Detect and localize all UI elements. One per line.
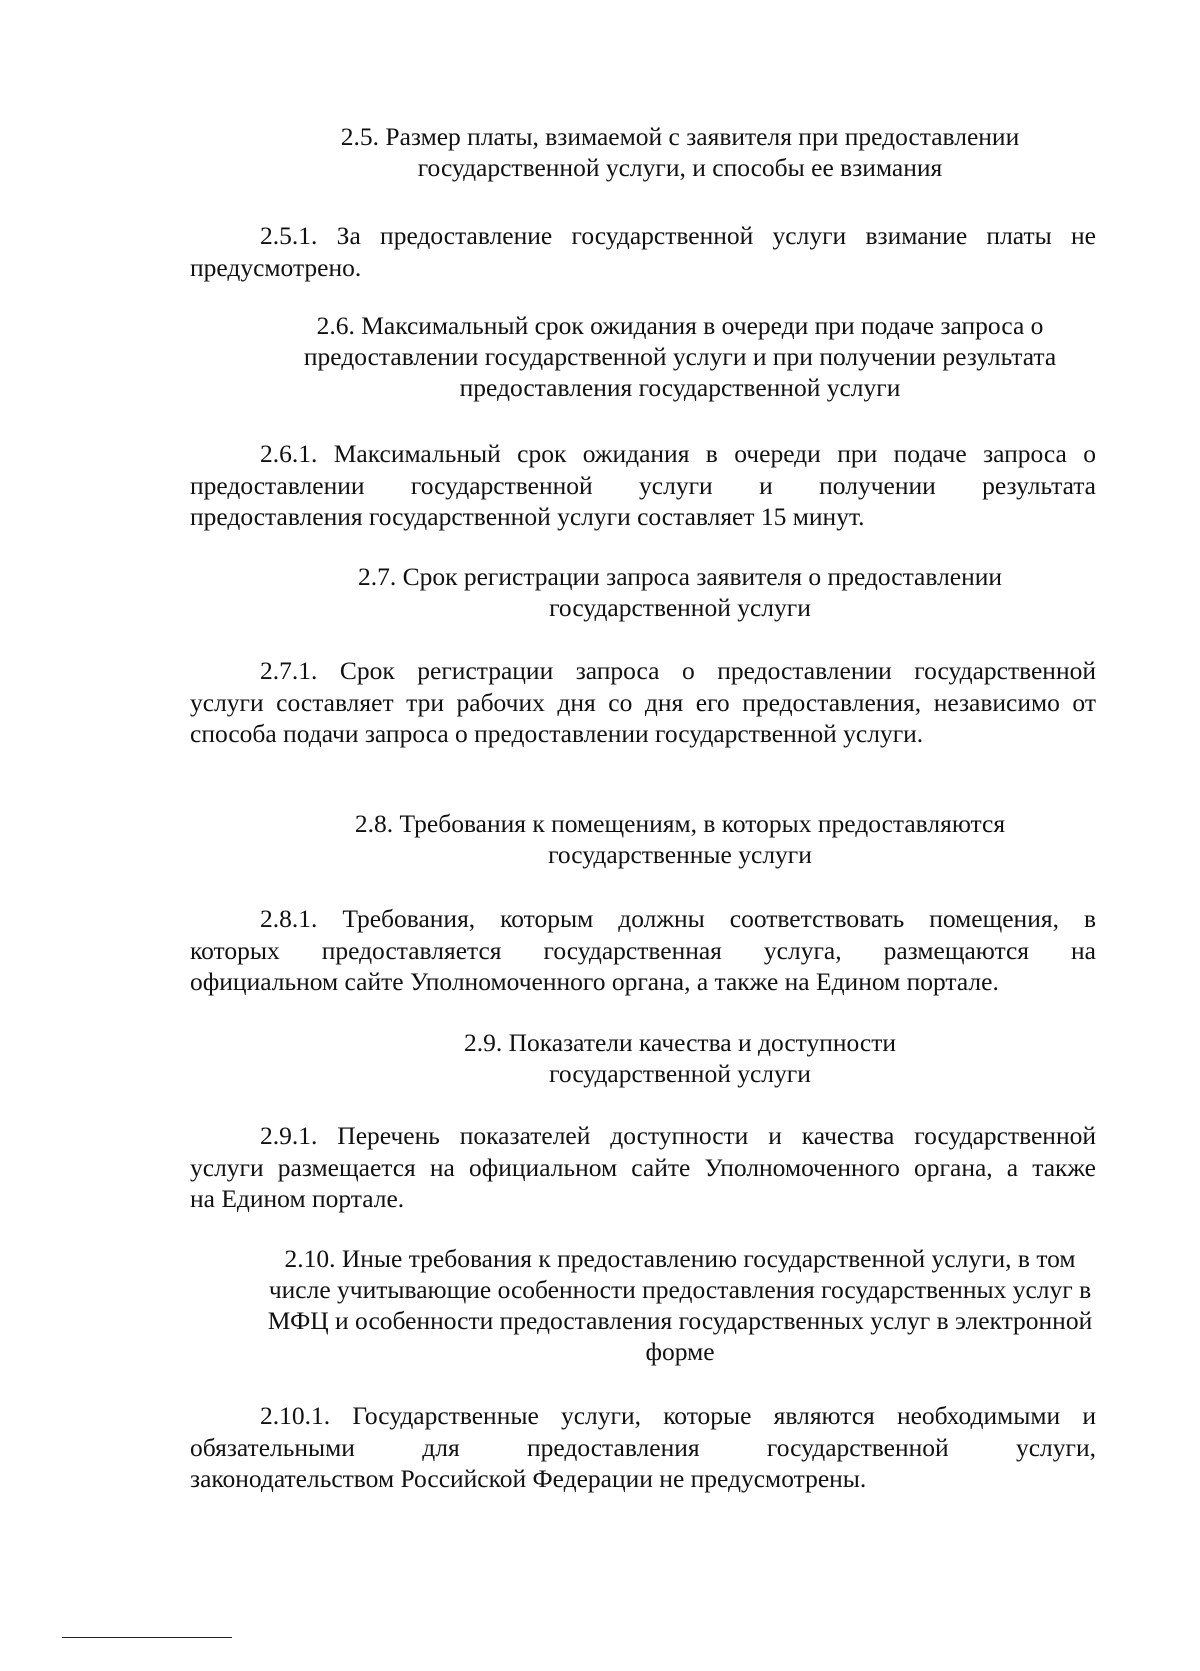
paragraph-line: услуги размещается на официальном сайте Уполномоченного органа, а также [190,1152,1096,1182]
heading-line: предоставлении государственной услуги и при получении результата [303,342,1057,371]
paragraph-line: предоставления государственной услуги составляет 15 минут. [190,502,865,531]
paragraph-line: 2.7.1. Срок регистрации запроса о предоставлении государственной [260,656,1096,685]
section-heading-2-10 [180,1243,1180,1367]
section-heading-2-6 [220,310,1140,403]
paragraph-2-9-1 [190,1120,1096,1215]
section-heading-2-5 [300,121,1060,183]
heading-line: 2.5. Размер платы, взимаемой с заявителя при предоставлении [340,122,1020,151]
paragraph-2-8-1 [190,903,1096,998]
paragraph-2-10-1 [190,1400,1096,1495]
heading-line: 2.9. Показатели качества и доступности [463,1028,897,1057]
heading-line: государственные услуги [548,840,812,869]
paragraph-2-7-1 [190,655,1096,750]
heading-line: 2.7. Срок регистрации запроса заявителя о предоставлении [357,562,1003,591]
heading-line: государственной услуги, и способы ее взимания [417,153,943,182]
heading-line: 2.6. Максимальный срок ожидания в очереди при подаче запроса о [316,311,1044,340]
paragraph-line: 2.9.1. Перечень показателей доступности и качества государственной [260,1121,1096,1150]
heading-line: форме [645,1337,715,1366]
paragraph-line: предусмотрено. [190,252,362,282]
section-heading-2-8 [270,808,1090,870]
heading-line: числе учитывающие особенности предоставления государственных услуг в [268,1275,1092,1304]
footnote-separator [62,1637,232,1638]
paragraph-line: предоставлении государственной услуги и получении результата [190,470,1096,500]
paragraph-line: 2.10.1. Государственные услуги, которые являются необходимыми и [260,1401,1096,1430]
paragraph-line: 2.8.1. Требования, которым должны соответствовать помещения, в [260,904,1096,933]
heading-line: МФЦ и особенности предоставления государственных услуг в электронной [267,1306,1093,1335]
paragraph-line: 2.6.1. Максимальный срок ожидания в очереди при подаче запроса о [260,439,1096,468]
paragraph-line: которых предоставляется государственная услуга, размещаются на [190,935,1096,965]
heading-line: государственной услуги [549,593,811,622]
paragraph-line: обязательными для предоставления государственной услуги, [190,1432,1096,1462]
section-heading-2-7 [300,561,1060,623]
heading-line: предоставления государственной услуги [459,373,901,402]
section-heading-2-9 [340,1027,1020,1089]
paragraph-2-6-1 [190,438,1096,533]
heading-line: 2.10. Иные требования к предоставлению государственной услуги, в том [284,1244,1076,1273]
paragraph-line: официальном сайте Уполномоченного органа, а также на Едином портале. [190,967,999,996]
paragraph-line: способа подачи запроса о предоставлении государственной услуги. [190,719,924,748]
heading-line: государственной услуги [549,1059,811,1088]
heading-line: 2.8. Требования к помещениям, в которых предоставляются [354,809,1006,838]
paragraph-line: 2.5.1. За предоставление государственной услуги взимание платы не [260,221,1096,250]
paragraph-2-5-1 [190,220,1096,283]
paragraph-line: законодательством Российской Федерации не предусмотрены. [190,1464,867,1493]
paragraph-line: услуги составляет три рабочих дня со дня его предоставления, независимо от [190,687,1096,717]
paragraph-line: на Едином портале. [190,1184,405,1213]
